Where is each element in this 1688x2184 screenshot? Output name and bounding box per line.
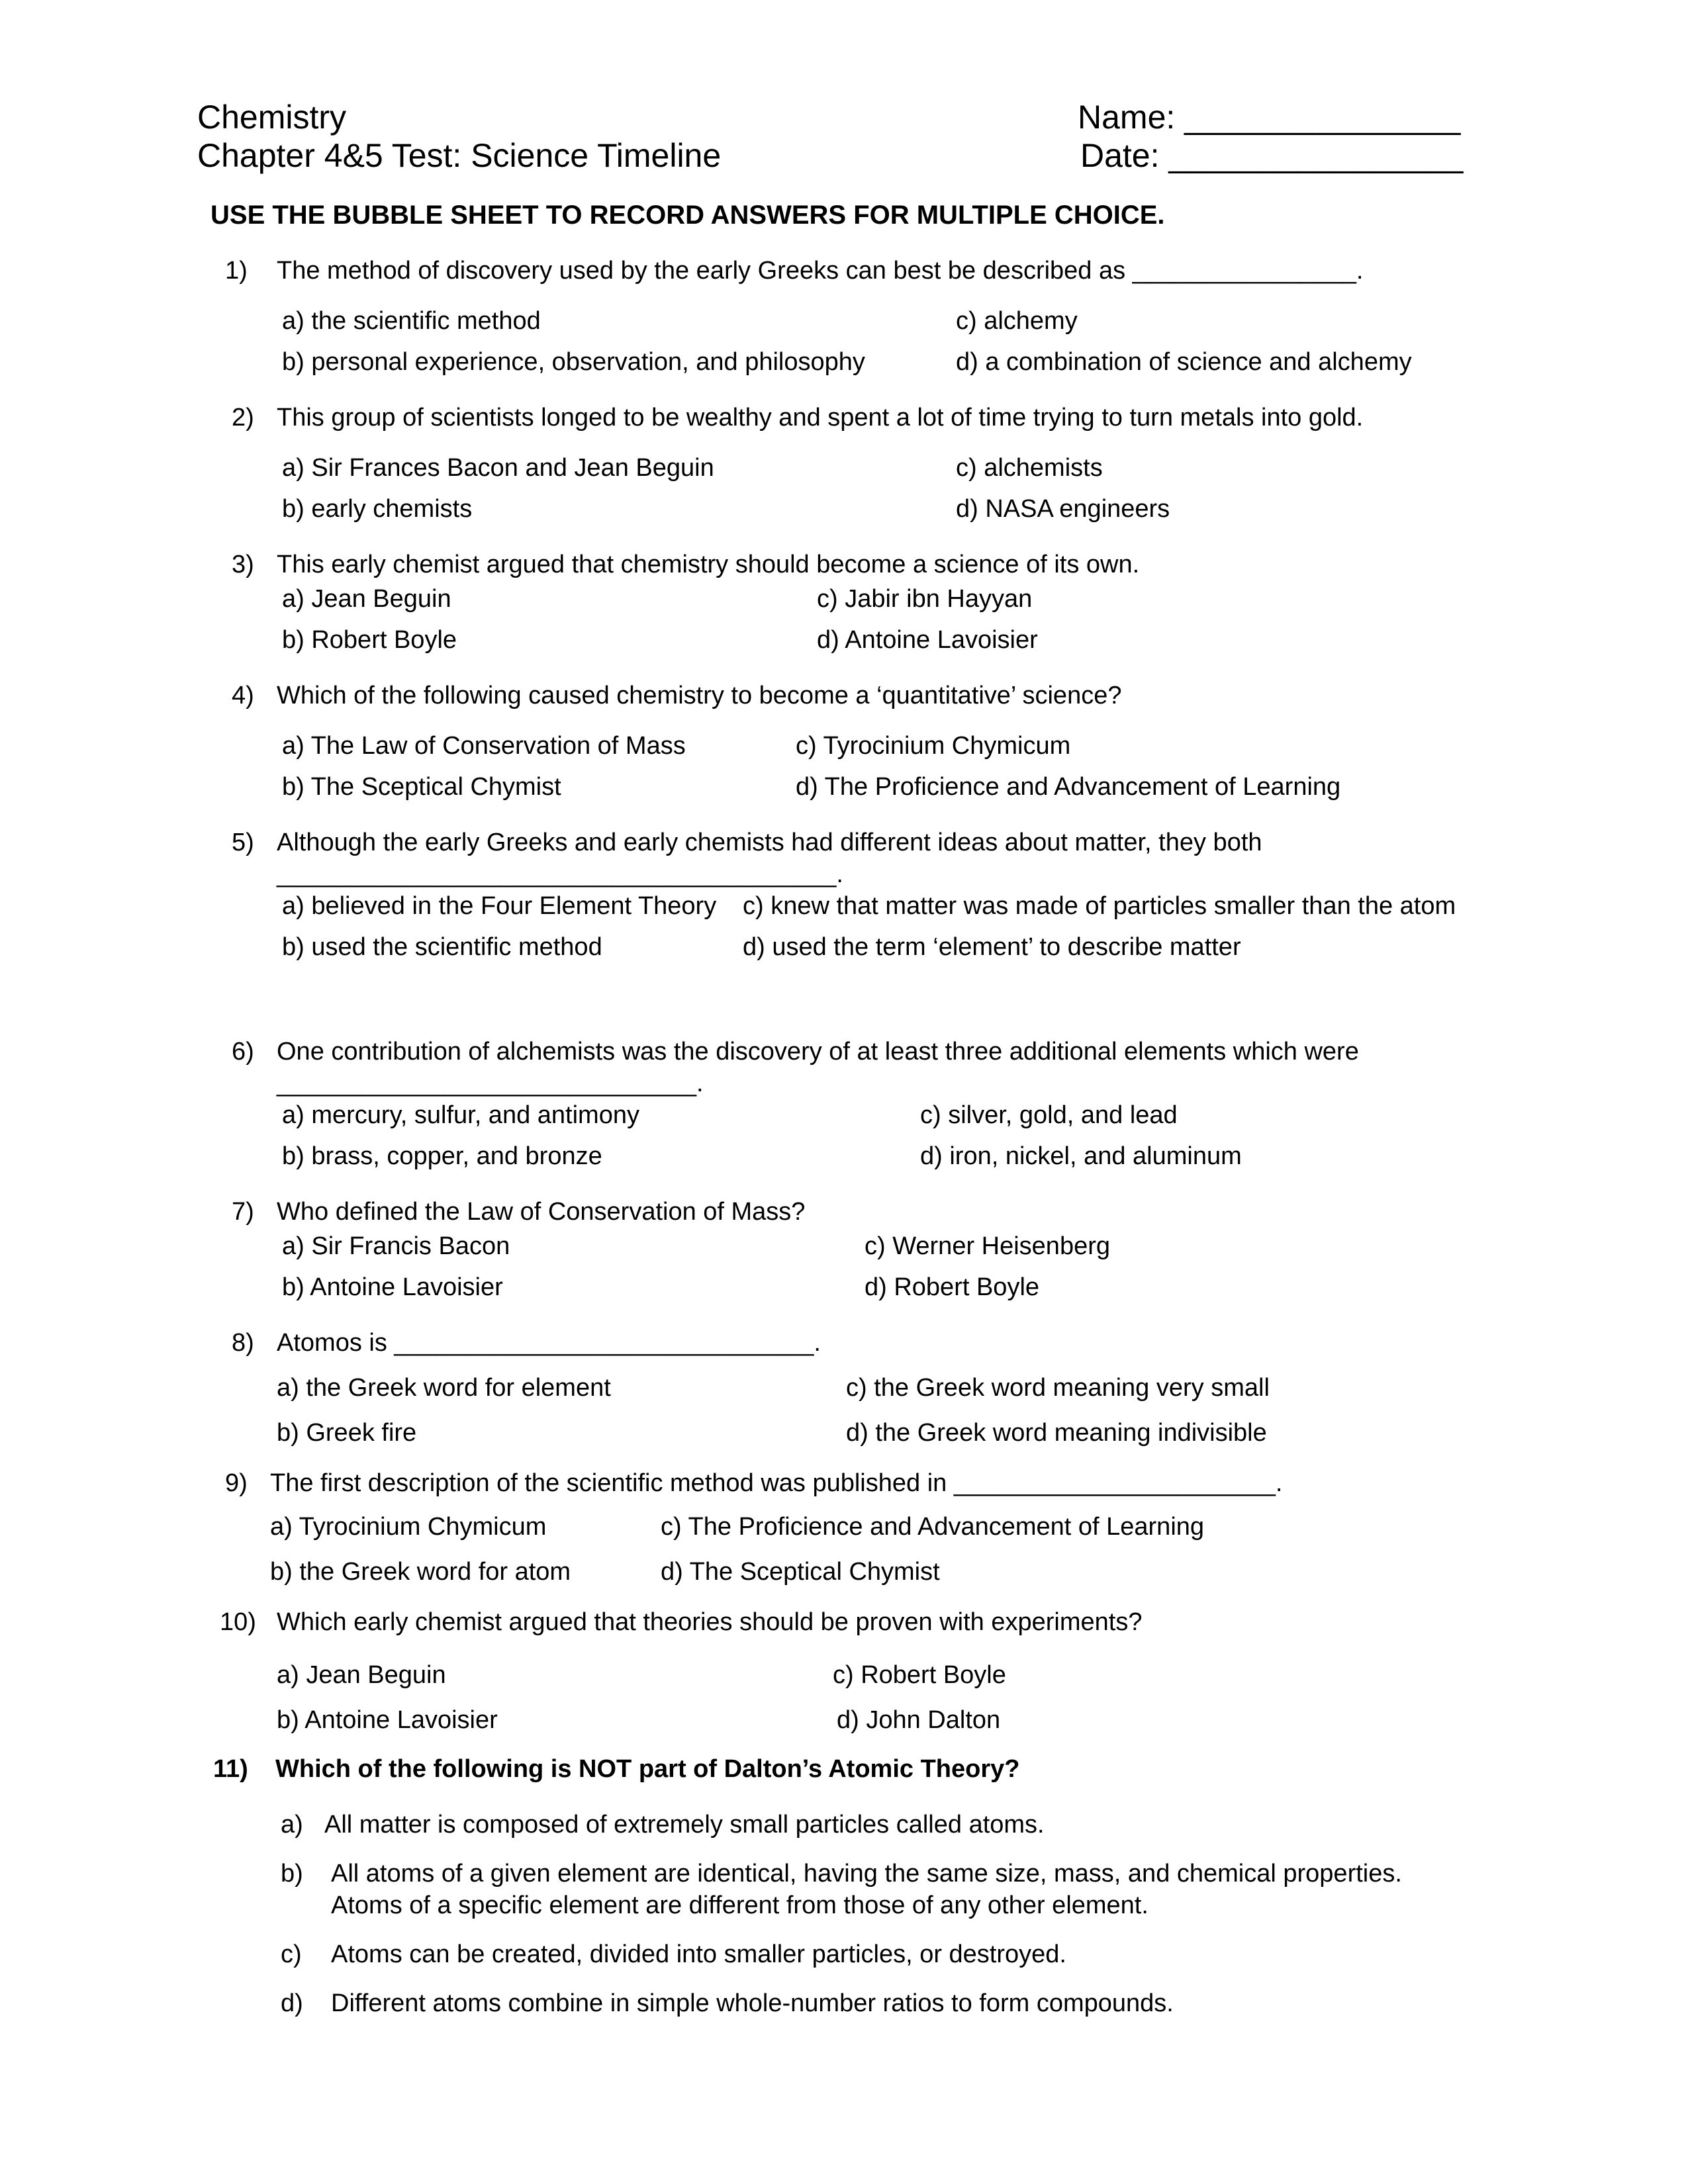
answer-option: c) Tyrocinium Chymicum bbox=[796, 732, 1071, 760]
question-text: Who defined the Law of Conservation of Mass? bbox=[277, 1198, 806, 1226]
question-text: This early chemist argued that chemistry should become a science of its own. bbox=[277, 551, 1140, 578]
answer-option: a) the Greek word for element bbox=[277, 1374, 611, 1402]
question-number: 11) bbox=[213, 1755, 248, 1783]
answer-option: c) The Proficience and Advancement of Learning bbox=[661, 1513, 1205, 1541]
subject-title: Chemistry bbox=[197, 99, 347, 136]
question-number: 2) bbox=[232, 404, 254, 432]
question-number: 8) bbox=[232, 1329, 254, 1357]
question-number: 10) bbox=[220, 1608, 256, 1636]
answer-option: d) iron, nickel, and aluminum bbox=[920, 1142, 1242, 1170]
answer-option: a) believed in the Four Element Theory bbox=[282, 892, 717, 920]
question-text: The first description of the scientific method was published in _______________________. bbox=[270, 1469, 1283, 1497]
answer-option: c) silver, gold, and lead bbox=[920, 1101, 1178, 1129]
answer-option: b) brass, copper, and bronze bbox=[282, 1142, 602, 1170]
answer-option: a) Jean Beguin bbox=[282, 585, 451, 613]
answer-option: b) The Sceptical Chymist bbox=[282, 773, 561, 801]
answer-option: d) NASA engineers bbox=[956, 495, 1170, 523]
date-field[interactable]: Date: ________________ bbox=[1080, 137, 1464, 174]
answer-option: c) alchemy bbox=[956, 307, 1078, 335]
answer-option: c) Werner Heisenberg bbox=[865, 1232, 1111, 1260]
answer-option-continued: Atoms of a specific element are different from those of any other element. bbox=[331, 1891, 1149, 1919]
name-field[interactable]: Name: _______________ bbox=[1078, 99, 1461, 136]
answer-option: c) knew that matter was made of particles smaller than the atom bbox=[743, 892, 1456, 920]
answer-blank: ______________________________. bbox=[277, 1069, 704, 1097]
answer-option: a) Tyrocinium Chymicum bbox=[270, 1513, 547, 1541]
answer-option: All atoms of a given element are identical, having the same size, mass, and chemical properties. bbox=[331, 1860, 1402, 1888]
answer-option: c) the Greek word meaning very small bbox=[846, 1374, 1270, 1402]
answer-blank: ________________________________________. bbox=[277, 860, 843, 888]
option-letter: c) bbox=[281, 1940, 302, 1968]
answer-option: b) early chemists bbox=[282, 495, 473, 523]
answer-option: d) a combination of science and alchemy bbox=[956, 348, 1412, 376]
question-text: The method of discovery used by the early Greeks can best be described as ________________. bbox=[277, 257, 1364, 285]
answer-option: a) Jean Beguin bbox=[277, 1661, 446, 1689]
question-number: 5) bbox=[232, 829, 254, 856]
option-letter: b) bbox=[281, 1860, 303, 1888]
answer-option: d) the Greek word meaning indivisible bbox=[846, 1419, 1267, 1447]
answer-option: b) used the scientific method bbox=[282, 933, 602, 961]
answer-option: a) the scientific method bbox=[282, 307, 541, 335]
answer-option: a) The Law of Conservation of Mass bbox=[282, 732, 686, 760]
answer-option: b) Antoine Lavoisier bbox=[282, 1273, 503, 1301]
answer-option: All matter is composed of extremely small particles called atoms. bbox=[324, 1811, 1045, 1839]
answer-option: b) Greek fire bbox=[277, 1419, 417, 1447]
answer-option: d) The Proficience and Advancement of Learning bbox=[796, 773, 1341, 801]
question-number: 4) bbox=[232, 682, 254, 709]
answer-option: d) used the term ‘element’ to describe matter bbox=[743, 933, 1241, 961]
answer-option: d) The Sceptical Chymist bbox=[661, 1558, 940, 1586]
answer-option: c) Robert Boyle bbox=[833, 1661, 1006, 1689]
question-text: One contribution of alchemists was the discovery of at least three additional elements which were bbox=[277, 1038, 1359, 1066]
question-number: 3) bbox=[232, 551, 254, 578]
instructions: USE THE BUBBLE SHEET TO RECORD ANSWERS FOR MULTIPLE CHOICE. bbox=[211, 201, 1165, 230]
answer-option: a) Sir Francis Bacon bbox=[282, 1232, 510, 1260]
question-text: Which early chemist argued that theories should be proven with experiments? bbox=[277, 1608, 1143, 1636]
answer-option: b) the Greek word for atom bbox=[270, 1558, 571, 1586]
answer-option: Atoms can be created, divided into smaller particles, or destroyed. bbox=[331, 1940, 1066, 1968]
answer-option: b) personal experience, observation, and philosophy bbox=[282, 348, 865, 376]
answer-option: c) Jabir ibn Hayyan bbox=[817, 585, 1033, 613]
answer-option: b) Robert Boyle bbox=[282, 626, 457, 654]
answer-option: a) Sir Frances Bacon and Jean Beguin bbox=[282, 454, 714, 482]
question-text: Although the early Greeks and early chemists had different ideas about matter, they both bbox=[277, 829, 1262, 856]
question-text: Atomos is ______________________________. bbox=[277, 1329, 821, 1357]
answer-option: d) Antoine Lavoisier bbox=[817, 626, 1038, 654]
option-letter: a) bbox=[281, 1811, 303, 1839]
test-title: Chapter 4&5 Test: Science Timeline bbox=[197, 137, 722, 174]
question-text: Which of the following caused chemistry to become a ‘quantitative’ science? bbox=[277, 682, 1122, 709]
option-letter: d) bbox=[281, 1989, 303, 2017]
question-text: This group of scientists longed to be wealthy and spent a lot of time trying to turn metals into gold. bbox=[277, 404, 1364, 432]
question-number: 1) bbox=[225, 257, 248, 285]
question-number: 7) bbox=[232, 1198, 254, 1226]
question-number: 9) bbox=[225, 1469, 248, 1497]
answer-option: d) John Dalton bbox=[837, 1706, 1001, 1734]
answer-option: a) mercury, sulfur, and antimony bbox=[282, 1101, 639, 1129]
question-number: 6) bbox=[232, 1038, 254, 1066]
answer-option: b) Antoine Lavoisier bbox=[277, 1706, 498, 1734]
question-text: Which of the following is NOT part of Dalton’s Atomic Theory? bbox=[275, 1755, 1020, 1783]
answer-option: d) Robert Boyle bbox=[865, 1273, 1040, 1301]
answer-option: Different atoms combine in simple whole-number ratios to form compounds. bbox=[331, 1989, 1174, 2017]
answer-option: c) alchemists bbox=[956, 454, 1103, 482]
